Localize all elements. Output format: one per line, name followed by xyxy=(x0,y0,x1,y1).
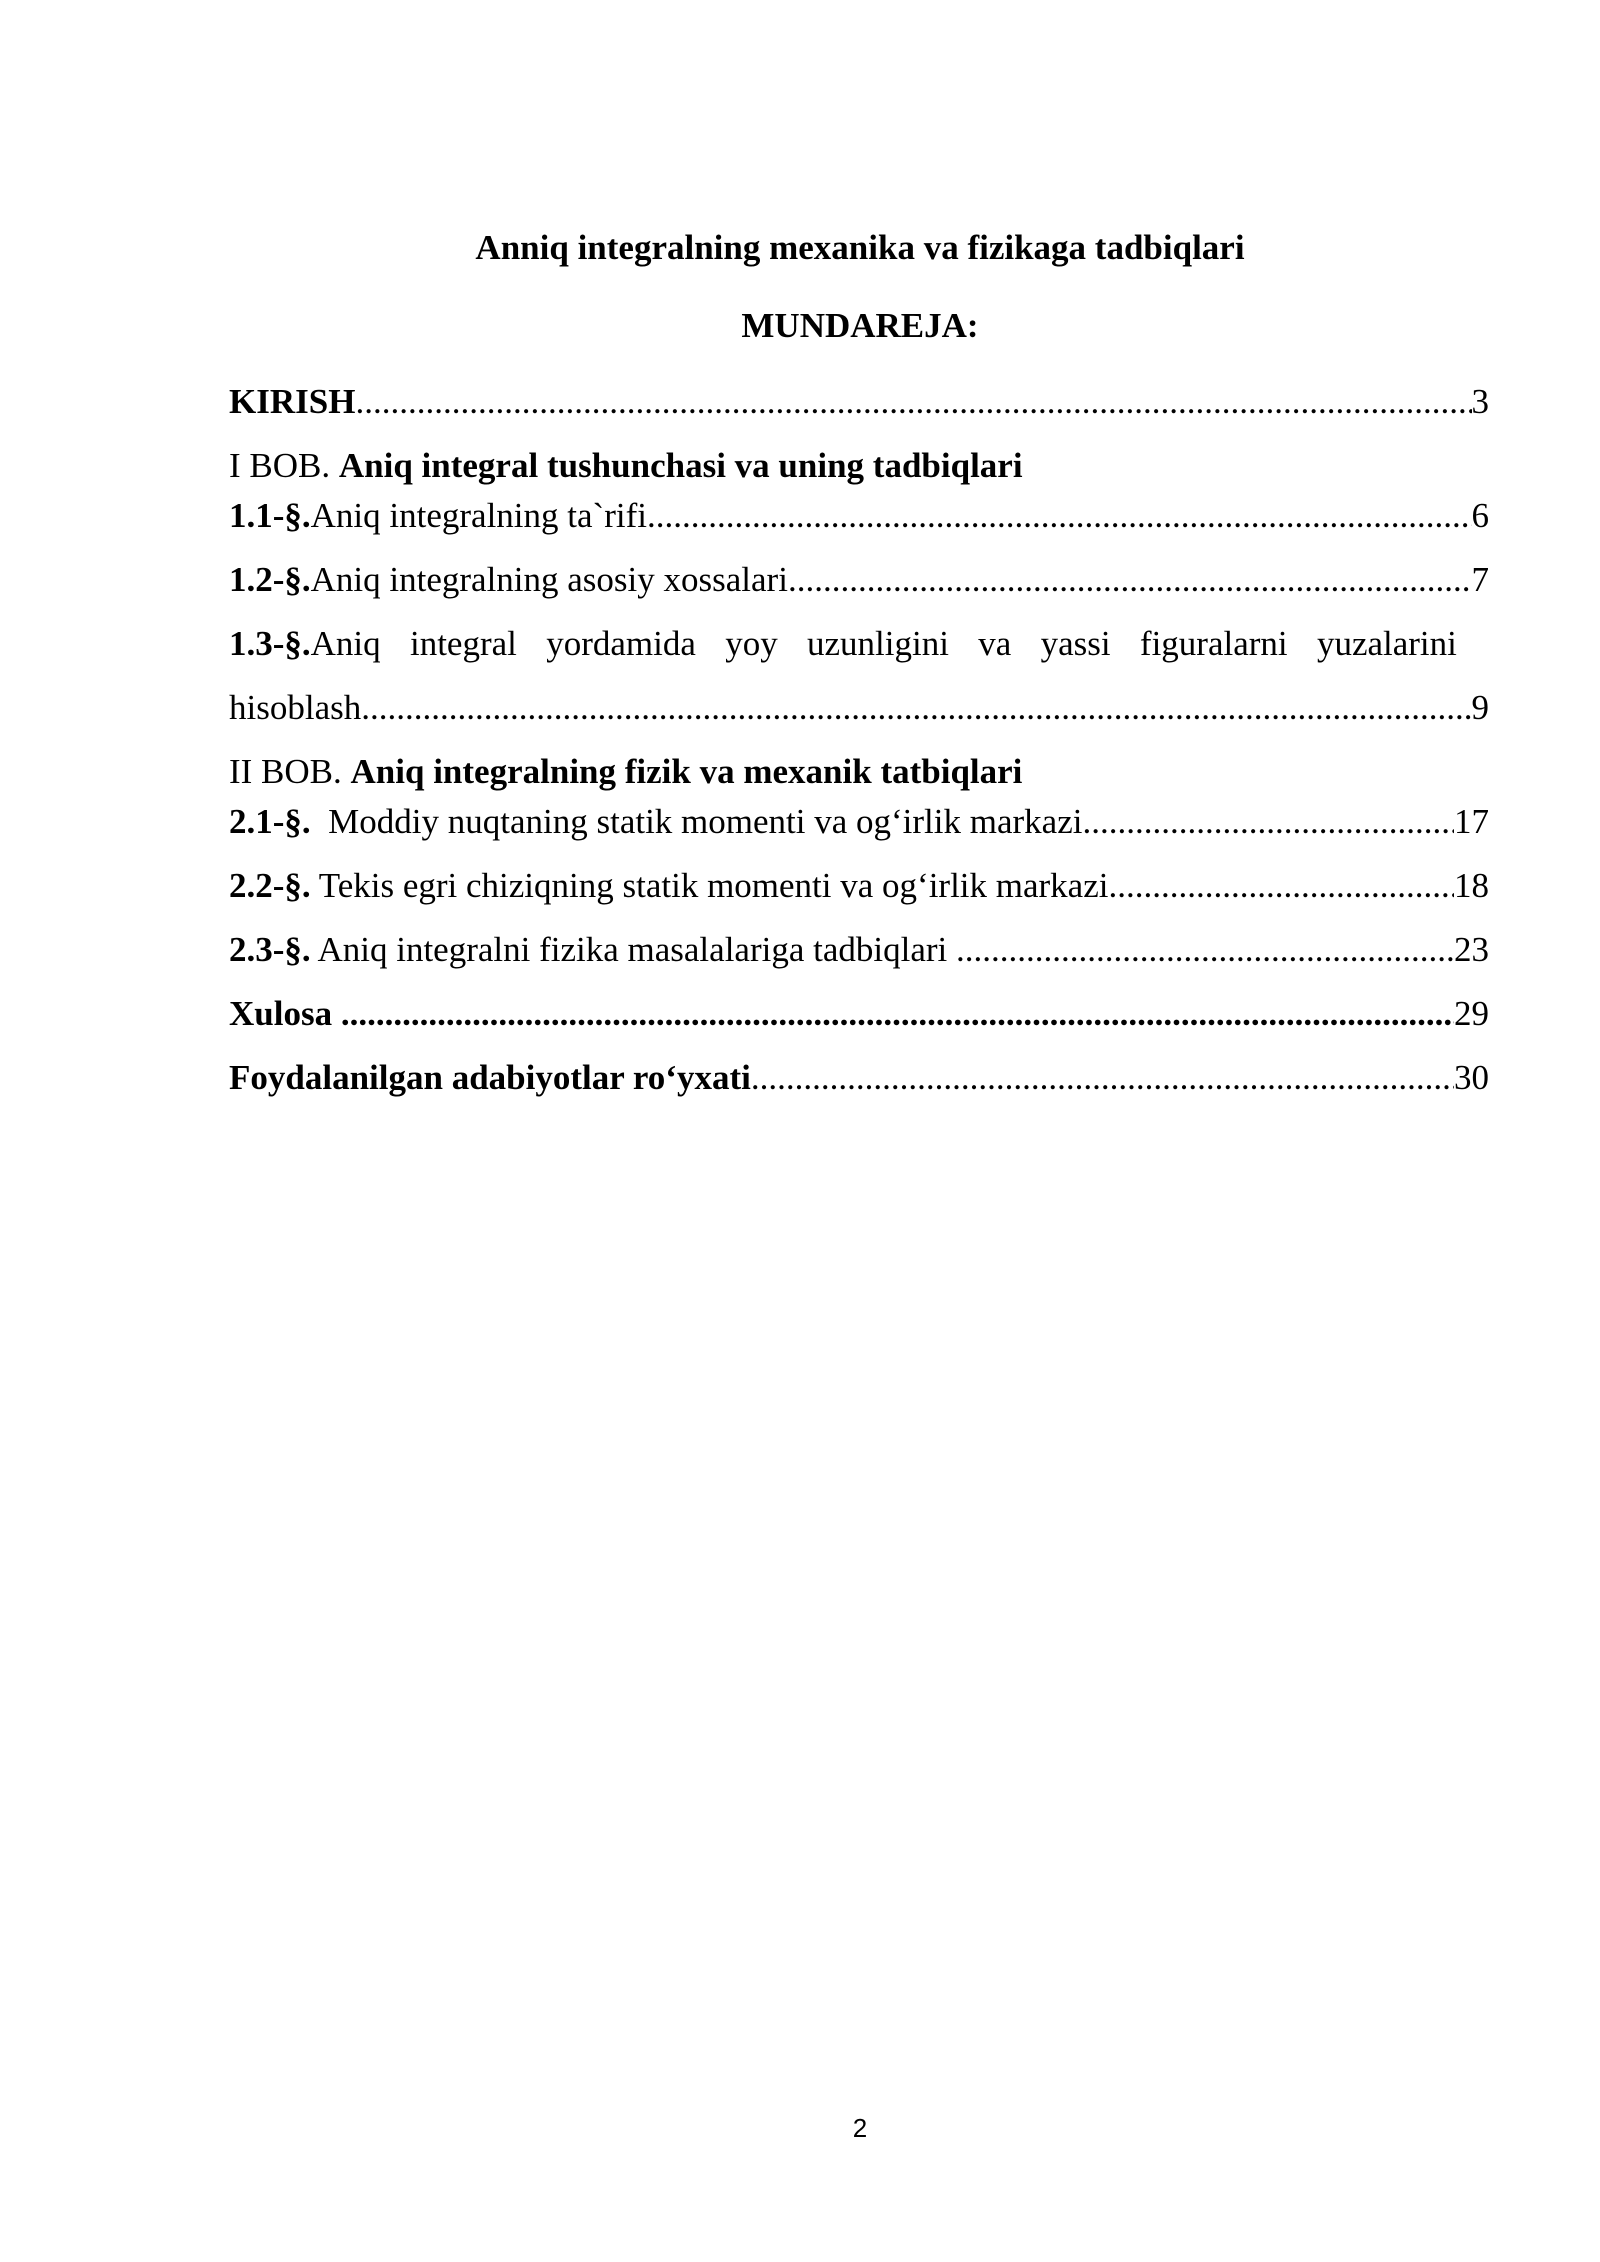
toc-chapter-2 xyxy=(229,750,1489,794)
toc-entry-1-3 xyxy=(229,622,1457,666)
dot-leader xyxy=(355,380,1471,424)
section-title-word: va xyxy=(978,624,1012,663)
section-title-word: yassi xyxy=(1040,624,1111,663)
chapter-title: Aniq integral tushunchasi va uning tadbiqlari xyxy=(338,446,1023,485)
toc-entry-1-1 xyxy=(229,494,1489,538)
section-number: 1.1-§. xyxy=(229,496,311,535)
toc-label: Foydalanilgan adabiyotlar ro‘yxati xyxy=(229,1058,751,1097)
chapter-title: Aniq integralning fizik va mexanik tatbiqlari xyxy=(350,752,1023,791)
dot-leader xyxy=(1117,864,1454,908)
toc-chapter-1 xyxy=(229,444,1489,488)
section-number: 2.2-§. xyxy=(229,866,311,905)
toc-page-number: 6 xyxy=(1471,496,1489,535)
dot-leader xyxy=(647,494,1472,538)
section-title: Aniq integralning ta`rifi xyxy=(310,496,647,535)
toc-entry-2-3 xyxy=(229,928,1489,972)
toc-page-number: 29 xyxy=(1454,994,1489,1033)
toc-entry-2-1 xyxy=(229,800,1489,844)
section-number: 1.2-§. xyxy=(229,560,311,599)
toc-page-number: 18 xyxy=(1454,866,1489,905)
chapter-prefix: II BOB. xyxy=(229,752,351,791)
dot-leader xyxy=(797,558,1472,602)
page-number: 2 xyxy=(852,2113,868,2143)
section-title-word: yoy xyxy=(725,624,778,663)
section-title-word: yuzalarini xyxy=(1316,624,1457,663)
dot-leader xyxy=(751,1056,1454,1100)
section-title-word: yordamida xyxy=(546,624,696,663)
toc-entry-adabiyotlar xyxy=(229,1056,1489,1100)
section-title: Moddiy nuqtaning statik momenti va og‘irlik markazi. xyxy=(310,802,1092,841)
section-title: Aniq integralni fizika masalalariga tadbiqlari xyxy=(310,930,956,969)
section-title-word: uzunligini xyxy=(807,624,949,663)
dot-leader xyxy=(341,992,1454,1036)
toc-page-number: 30 xyxy=(1454,1058,1489,1097)
toc-label: Xulosa xyxy=(229,994,341,1033)
toc-page-number: 3 xyxy=(1471,382,1489,421)
toc-entry-1-2 xyxy=(229,558,1489,602)
section-title-continuation: hisoblash xyxy=(229,688,362,727)
dot-leader xyxy=(956,928,1454,972)
toc-heading: MUNDAREJA: xyxy=(741,306,979,345)
dot-leader xyxy=(1091,800,1454,844)
toc-label: KIRISH xyxy=(229,382,356,421)
toc-entry-kirish xyxy=(229,380,1489,424)
chapter-prefix: I BOB. xyxy=(229,446,339,485)
section-title-word: Aniq xyxy=(310,624,381,663)
section-number: 1.3-§. xyxy=(229,624,311,663)
section-title-word: figuralarni xyxy=(1139,624,1288,663)
toc-page-number: 17 xyxy=(1454,802,1489,841)
toc-entry-2-2 xyxy=(229,864,1489,908)
toc-entry-1-3-continuation xyxy=(229,686,1489,730)
toc-page-number: 23 xyxy=(1454,930,1489,969)
document-title: Anniq integralning mexanika va fizikaga tadbiqlari xyxy=(475,228,1245,267)
section-number: 2.3-§. xyxy=(229,930,311,969)
section-number: 2.1-§. xyxy=(229,802,311,841)
section-title: Tekis egri chiziqning statik momenti va og‘irlik markazi. xyxy=(310,866,1118,905)
dot-leader xyxy=(361,686,1471,730)
toc-page-number: 7 xyxy=(1471,560,1489,599)
toc-entry-xulosa xyxy=(229,992,1489,1036)
section-title-word: integral xyxy=(409,624,517,663)
toc-page-number: 9 xyxy=(1471,688,1489,727)
section-title: Aniq integralning asosiy xossalari. xyxy=(310,560,797,599)
